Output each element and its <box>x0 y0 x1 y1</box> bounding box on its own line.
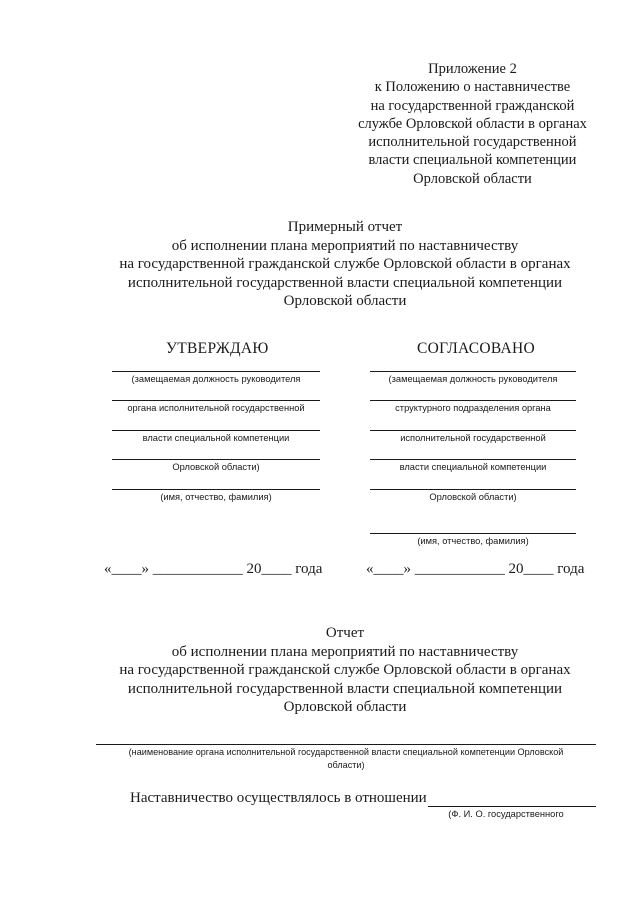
report-title <box>90 624 600 717</box>
agree-date: «____» ____________ 20____ года <box>366 561 585 577</box>
document-title <box>90 218 600 311</box>
signature-line <box>112 400 320 401</box>
agree-heading: СОГЛАСОВАНО <box>417 340 536 357</box>
approve-caption: органа исполнительной государственной <box>127 403 305 413</box>
agree-caption: исполнительной государственной <box>400 433 546 443</box>
report-title-line: на государственной гражданской службе Орловской области в органах <box>119 662 571 678</box>
report-title-line: Отчет <box>325 625 365 641</box>
report-title-line: об исполнении плана мероприятий по наставничеству <box>171 643 519 660</box>
signature-line <box>370 400 576 401</box>
appendix-line: власти специальной компетенции <box>368 152 577 169</box>
approve-caption: Орловской области) <box>172 462 260 472</box>
title-line: на государственной гражданской службе Орловской области в органах <box>119 256 571 272</box>
signature-line <box>370 533 576 534</box>
signature-line <box>370 430 576 431</box>
signature-line <box>112 459 320 460</box>
appendix-line: исполнительной государственной <box>368 134 577 151</box>
report-title-line: Орловской области <box>283 699 407 715</box>
title-line: Примерный отчет <box>287 219 403 235</box>
appendix-line: Орловской области <box>413 170 532 187</box>
approve-caption: власти специальной компетенции <box>142 433 290 443</box>
signature-line <box>370 489 576 490</box>
mentee-caption: (Ф. И. О. государственного <box>448 809 564 819</box>
agree-caption: власти специальной компетенции <box>399 462 547 472</box>
appendix-line: на государственной гражданской <box>370 97 575 114</box>
approve-caption: (замещаемая должность руководителя <box>131 374 301 384</box>
appendix-line: к Положению о наставничестве <box>374 79 571 96</box>
appendix-line: службе Орловской области в органах <box>358 115 587 132</box>
signature-line <box>112 489 320 490</box>
appendix-block <box>340 60 605 188</box>
report-title-line: исполнительной государственной власти специальной компетенции <box>127 680 563 697</box>
organ-caption-line2: области) <box>327 760 365 770</box>
approve-caption: (имя, отчество, фамилия) <box>160 492 272 502</box>
approve-heading: УТВЕРЖДАЮ <box>166 340 269 357</box>
agree-caption: Орловской области) <box>429 492 517 502</box>
agree-caption: (имя, отчество, фамилия) <box>417 536 529 546</box>
mentee-name-line <box>428 806 596 807</box>
mentoring-text: Наставничество осуществлялось в отношении <box>130 790 427 806</box>
signature-line <box>370 459 576 460</box>
agree-caption: структурного подразделения органа <box>395 403 551 413</box>
signature-line <box>112 371 320 372</box>
approve-date: «____» ____________ 20____ года <box>104 561 323 577</box>
title-line: об исполнении плана мероприятий по наставничеству <box>171 237 519 254</box>
signature-line <box>370 371 576 372</box>
appendix-line: Приложение 2 <box>428 61 517 77</box>
title-line: исполнительной государственной власти специальной компетенции <box>127 274 563 291</box>
organ-caption-line1: (наименование органа исполнительной государственной власти специальной компетенции Орловской <box>128 747 564 757</box>
agree-caption: (замещаемая должность руководителя <box>388 374 558 384</box>
title-line: Орловской области <box>283 293 407 309</box>
signature-line <box>112 430 320 431</box>
organ-name-line <box>96 744 596 745</box>
